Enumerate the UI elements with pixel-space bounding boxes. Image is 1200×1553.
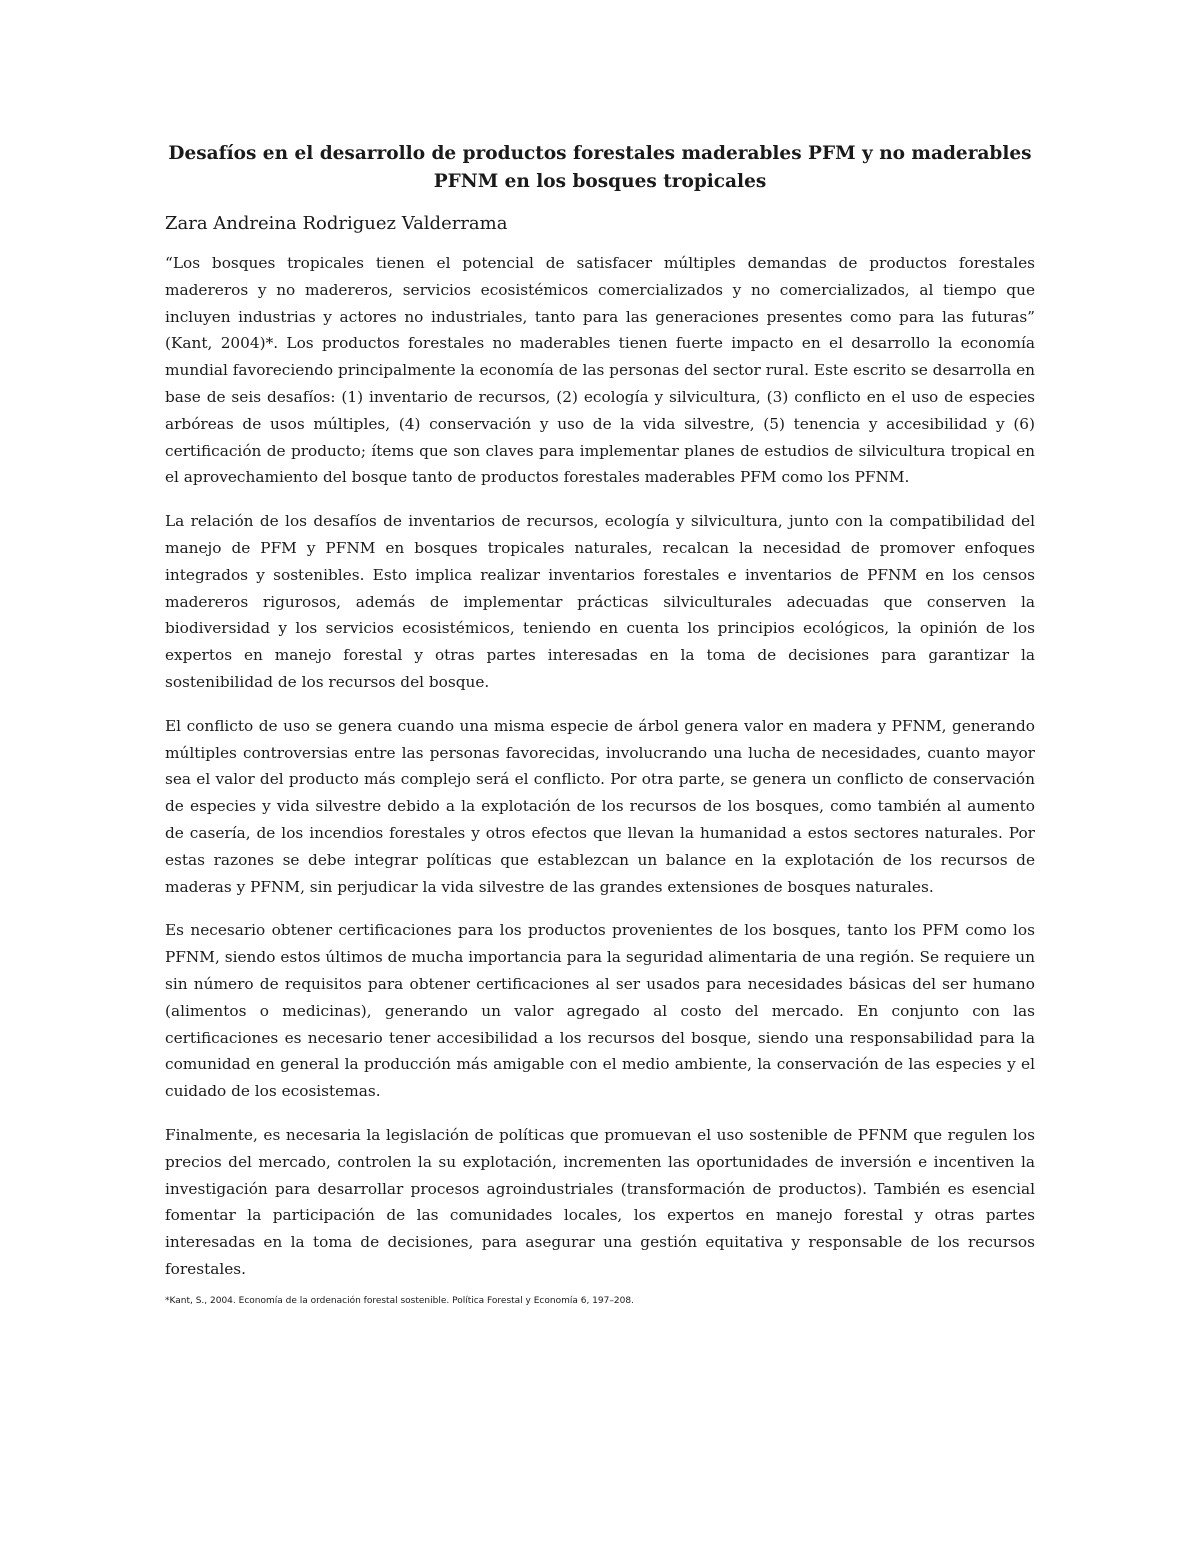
document-title: Desafíos en el desarrollo de productos forestales maderables PFM y no maderables PFNM en los bosques tropicales (168, 143, 1032, 192)
paragraph-certification: Es necesario obtener certificaciones para los productos provenientes de los bosques, tanto los PFM como los PFNM, siendo estos últimos de mucha importancia para la seguridad alimentaria de una región. Se requiere un sin número de requisitos para obtener certificaciones al ser usados para necesidades básicas del ser humano (alimentos o medicinas), generando un valor agregado al costo del mercado. En conjunto con las certificaciones es necesario tener accesibilidad a los recursos del bosque, siendo una responsabilidad para la comunidad en general la producción más amigable con el medio ambiente, la conservación de las especies y el cuidado de los ecosistemas. (165, 921, 1035, 1101)
document-page (165, 140, 1035, 1308)
footnote-reference: *Kant, S., 2004. Economía de la ordenación forestal sostenible. Política Forestal y Economía 6, 197–208. (165, 1295, 634, 1306)
paragraph-intro: “Los bosques tropicales tienen el potencial de satisfacer múltiples demandas de productos forestales madereros y no madereros, servicios ecosistémicos comercializados y no comercializados, al tiempo que incluyen industrias y actores no industriales, tanto para las generaciones presentes como para las futuras” (Kant, 2004)*. Los productos forestales no maderables tienen fuerte impacto en el desarrollo la economía mundial favoreciendo principalmente la economía de las personas del sector rural. Este escrito se desarrolla en base de seis desafíos: (1) inventario de recursos, (2) ecología y silvicultura, (3) conflicto en el uso de especies arbóreas de usos múltiples, (4) conservación y uso de la vida silvestre, (5) tenencia y accesibilidad y (6) certificación de producto; ítems que son claves para implementar planes de estudios de silvicultura tropical en el aprovechamiento del bosque tanto de productos forestales maderables PFM como los PFNM. (165, 254, 1035, 487)
author-name: Zara Andreina Rodriguez Valderrama (165, 213, 508, 234)
paragraph-resource-challenges: La relación de los desafíos de inventarios de recursos, ecología y silvicultura, junto con la compatibilidad del manejo de PFM y PFNM en bosques tropicales naturales, recalcan la necesidad de promover enfoques integrados y sostenibles. Esto implica realizar inventarios forestales e inventarios de PFNM en los censos madereros rigurosos, además de implementar prácticas silviculturales adecuadas que conserven la biodiversidad y los servicios ecosistémicos, teniendo en cuenta los principios ecológicos, la opinión de los expertos en manejo forestal y otras partes interesadas en la toma de decisiones para garantizar la sostenibilidad de los recursos del bosque. (165, 512, 1035, 691)
paragraph-conclusion: Finalmente, es necesaria la legislación de políticas que promuevan el uso sostenible de PFNM que regulen los precios del mercado, controlen la su explotación, incrementen las oportunidades de inversión e incentiven la investigación para desarrollar procesos agroindustriales (transformación de productos). También es esencial fomentar la participación de las comunidades locales, los expertos en manejo forestal y otras partes interesadas en la toma de decisiones, para asegurar una gestión equitativa y responsable de los recursos forestales. (165, 1125, 1035, 1278)
paragraph-use-conflict: El conflicto de uso se genera cuando una misma especie de árbol genera valor en madera y PFNM, generando múltiples controversias entre las personas favorecidas, involucrando una lucha de necesidades, cuanto mayor sea el valor del producto más complejo será el conflicto. Por otra parte, se genera un conflicto de conservación de especies y vida silvestre debido a la explotación de los recursos de los bosques, como también al aumento de casería, de los incendios forestales y otros efectos que llevan la humanidad a estos sectores naturales. Por estas razones se debe integrar políticas que establezcan un balance en la explotación de los recursos de maderas y PFNM, sin perjudicar la vida silvestre de las grandes extensiones de bosques naturales. (165, 716, 1035, 896)
